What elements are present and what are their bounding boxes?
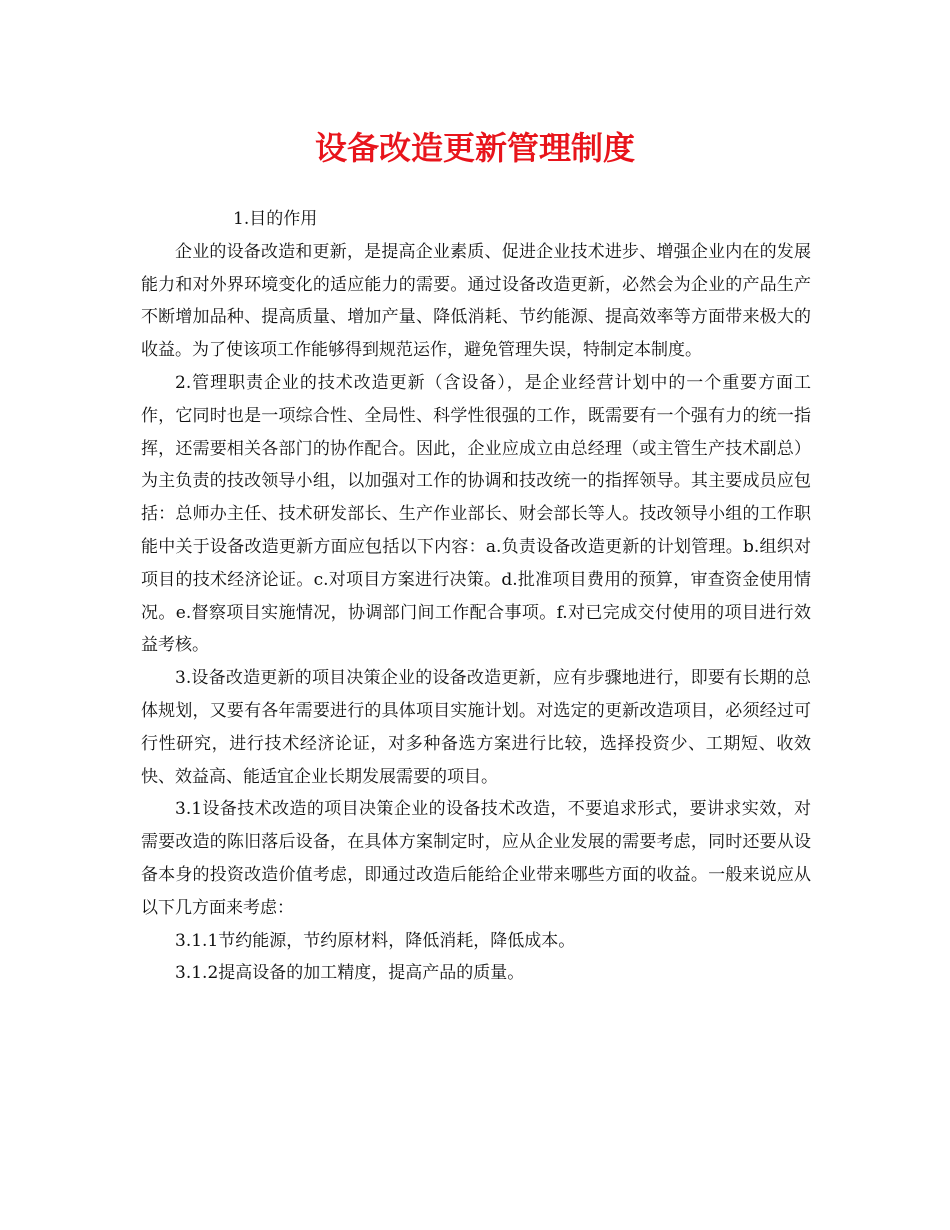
paragraph-project-decision: 3.设备改造更新的项目决策企业的设备改造更新，应有步骤地进行，即要有长期的总体规划，又要有各年需要进行的具体项目实施计划。对选定的更新改造项目，必须经过可行性研究，进行技术经济论证，对多种备选方案进行比较，选择投资少、工期短、收效快、效益高、能适宜企业长期发展需要的项目。 (141, 668, 811, 787)
paragraph-item-3-1-1: 3.1.1节约能源，节约原材料，降低消耗，降低成本。 (175, 930, 576, 951)
document-body (141, 203, 811, 990)
document-title: 设备改造更新管理制度 (314, 129, 635, 167)
paragraph-management-duties: 2.管理职责企业的技术改造更新（含设备），是企业经营计划中的一个重要方面工作，它同时也是一项综合性、全局性、科学性很强的工作，既需要有一个强有力的统一指挥，还需要相关各部门的协作配合。因此，企业应成立由总经理（或主管生产技术副总）为主负责的技改领导小组，以加强对工作的协调和技改统一的指挥领导。其主要成员应包括：总师办主任、技术研发部长、生产作业部长、财会部长等人。技改领导小组的工作职能中关于设备改造更新方面应包括以下内容：a.负责设备改造更新的计划管理。b.组织对项目的技术经济论证。c.对项目方案进行决策。d.批准项目费用的预算，审查资金使用情况。e.督察项目实施情况，协调部门间工作配合事项。f.对已完成交付使用的项目进行效益考核。 (141, 372, 811, 656)
section-heading: 1.目的作用 (233, 209, 318, 229)
paragraph-item-3-1-2: 3.1.2提高设备的加工精度，提高产品的质量。 (175, 963, 525, 984)
paragraph-technical-transformation: 3.1设备技术改造的项目决策企业的设备技术改造，不要追求形式，要讲求实效，对需要改造的陈旧落后设备，在具体方案制定时，应从企业发展的需要考虑，同时还要从设备本身的投资改造价值考虑，即通过改造后能给企业带来哪些方面的收益。一般来说应从以下几方面来考虑： (141, 799, 811, 918)
paragraph-purpose: 企业的设备改造和更新，是提高企业素质、促进企业技术进步、增强企业内在的发展能力和对外界环境变化的适应能力的需要。通过设备改造更新，必然会为企业的产品生产不断增加品种、提高质量、增加产量、降低消耗、节约能源、提高效率等方面带来极大的收益。为了使该项工作能够得到规范运作，避免管理失误，特制定本制度。 (141, 241, 811, 361)
